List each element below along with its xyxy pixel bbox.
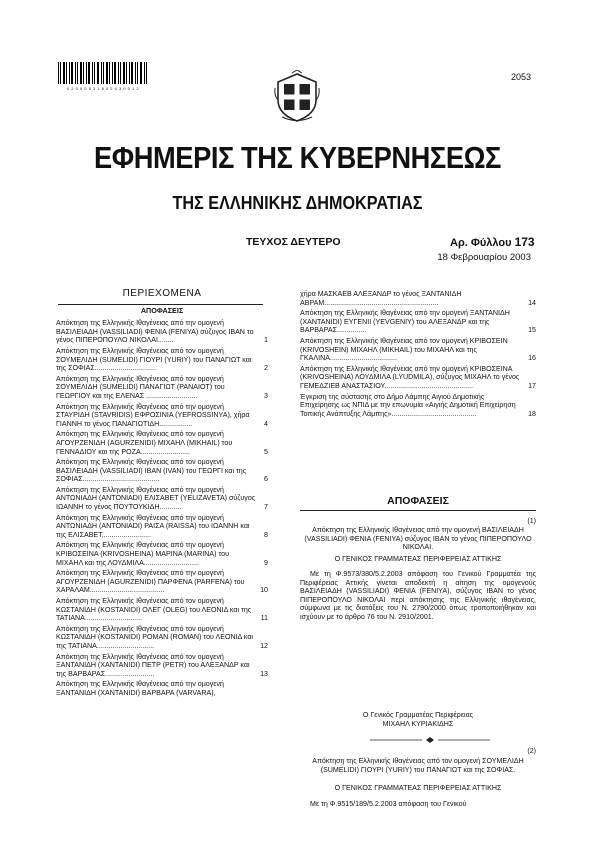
contents-entry-page: 10 bbox=[260, 586, 268, 595]
contents-entry bbox=[300, 290, 536, 307]
contents-entry bbox=[300, 337, 536, 363]
barcode-image bbox=[58, 62, 148, 84]
contents-entry bbox=[56, 458, 268, 484]
contents-entry-text: Απόκτηση της Ελληνικής Ιθαγένειας από την ομογενή ΑΓΟΥΡΖΕΝΙΔΗ (AGURZENIDI) ΠΑΡΦΕΝΑ (PARFENA) του ΧΑΡΑΛΑΜ...................................... bbox=[56, 569, 245, 595]
contents-entry-text: Απόκτηση της Ελληνικής Ιθαγένειας από τον ομογενή ΑΓΟΥΡΖΕΝΙΔΗ (AGURZENIDI) ΜΙΧΑΗΛ (MIKHAIL) του ΓΕΝΝΑΔΙΟΥ και της ΡΟΖΑ......................... bbox=[56, 430, 233, 456]
page-number: 2053 bbox=[510, 72, 531, 82]
decision-1-authority: Ο ΓΕΝΙΚΟΣ ΓΡΑΜΜΑΤΕΑΣ ΠΕΡΙΦΕΡΕΙΑΣ ΑΤΤΙΚΗΣ bbox=[334, 555, 502, 563]
contents-entry-text: Απόκτηση της Ελληνικής Ιθαγένειας από τον ομογενή ΒΑΣΙΛΕΙΑΔΗ (VASSILIADI) ΙΒΑΝ (IVAN) του ΓΕΩΡΓΙ και της ΣΟΦΙΑΣ....................................... bbox=[56, 458, 247, 484]
decisions-title: ΑΠΟΦΑΣΕΙΣ bbox=[387, 495, 449, 507]
contents-entry bbox=[56, 680, 268, 697]
contents-entry bbox=[56, 514, 268, 540]
decision-2-authority: Ο ΓΕΝΙΚΟΣ ΓΡΑΜΜΑΤΕΑΣ ΠΕΡΙΦΕΡΕΙΑΣ ΑΤΤΙΚΗΣ bbox=[334, 784, 502, 792]
decision-2-number: (2) bbox=[527, 747, 536, 755]
greek-coat-of-arms-icon bbox=[272, 70, 322, 124]
sheet-label: Αρ. Φύλλου bbox=[450, 237, 512, 249]
contents-column-right bbox=[300, 290, 536, 420]
sheet-number bbox=[450, 235, 535, 249]
contents-entry bbox=[300, 393, 536, 419]
contents-entry-page: 4 bbox=[264, 419, 268, 428]
contents-entry-text: Έγκριση της σύστασης στο Δήμο Λάμπης Αιγιού Δημοτικής Επιχείρησης ως ΝΠΙΔ με την επωνυμία «Αιγιής Δημοτική Επιχείρηση Τοπικής Ανάπτυξης Λάμπης»........................................... bbox=[300, 392, 516, 418]
separator-ornament bbox=[370, 737, 490, 743]
contents-entry-page: 7 bbox=[264, 503, 268, 512]
decision-1-body: Με τη Φ.9573/380/5.2.2003 απόφαση του Γενικού Γραμματέα της Περιφέρειας Αττικής γίνεται αποδεκτή η αίτηση της ομογενούς ΒΑΣΙΛΕΙΑΔΗ (VASSILIADI) ΦΕΝΙΑ (FENIYA), σύζυγος ΙΒΑΝ το γένος ΠΙΠΕΡΟΠΟΥΛΟ ΝΙΚΟΛΑΙ περί απόκτησης της Ελληνικής ιθαγένειας, σύμφωνα με τις διατάξεις του Ν. 2790/2000 όπως τροποποιήθηκαν και ισχύουν με το άρθρο 76 του Ν. 2910/2001. bbox=[300, 570, 536, 621]
decisions-divider bbox=[300, 510, 536, 511]
contents-entry-text: Απόκτηση της Ελληνικής Ιθαγένειας από την ομογενή ΞΑΝΤΑΝΙΔΗ (XANTANIDI) ΕΥΓΕΝΙΙ (YEVGENIY) του ΑΛΕΞΑΝΔΡ και της ΒΑΡΒΑΡΑΣ............... bbox=[300, 309, 510, 335]
decision-1-signer-name: ΜΙΧΑΗΛ ΚΥΡΙΑΚΙΔΗΣ bbox=[382, 720, 454, 728]
contents-subtitle: ΑΠΟΦΑΣΕΙΣ bbox=[140, 305, 184, 315]
contents-entry-page: 3 bbox=[264, 391, 268, 400]
contents-title: ΠΕΡΙΕΧΟΜΕΝΑ bbox=[122, 288, 202, 299]
contents-entry-page: 11 bbox=[260, 614, 268, 623]
barcode-number: 0 2 0 0 0 5 3 1 8 0 2 0 3 0 0 1 2 bbox=[66, 86, 140, 91]
contents-entry-page: 14 bbox=[528, 298, 536, 307]
decision-1-signer-role: Ο Γενικός Γραμματέας Περιφέρειας bbox=[362, 711, 474, 719]
decision-2-heading: Απόκτηση της Ελληνικής Ιθαγένειας από τον ομογενή ΣΟΥΜΕΛΙΔΗ (SUMELIDI) ΓΙΟΥΡΙ (YURIY) του ΠΑΝΑΓΙΩΤ και της ΣΟΦΙΑΣ. bbox=[312, 757, 524, 774]
contents-entry-text: Απόκτηση της Ελληνικής Ιθαγένειας από την ομογενή ΒΑΣΙΛΕΙΑΔΗ (VASSILIADI) ΦΕΝΙΑ (FENIYA) σύζυγος ΙΒΑΝ το γένος ΠΙΠΕΡΟΠΟΥΛΟ ΝΙΚΟΛΑΙ........ bbox=[56, 319, 254, 345]
contents-entry bbox=[56, 430, 268, 456]
contents-entry bbox=[56, 375, 268, 401]
contents-entry bbox=[300, 365, 536, 391]
contents-entry bbox=[56, 347, 268, 373]
contents-column-left bbox=[56, 290, 268, 700]
contents-entry-text: Απόκτηση της Ελληνικής Ιθαγένειας από τον ομογενή ΣΟΥΜΕΛΙΔΗ (SUMELIDI) ΠΑΝΑΓΙΩΤ (PANAIOT) του ΓΕΩΡΓΙΟΥ και της ΕΛΕΝΑΣ .......................... bbox=[56, 374, 225, 400]
contents-entry-text: Απόκτηση της Ελληνικής Ιθαγένειας από την ομογενή ΣΤΑΥΡΙΔΗ (STAVRIDIS) ΕΦΡΟΣΙΝΙΑ (YEFROSSINYA), χήρα ΓΙΑΝΝΗ το γένος ΠΑΝΑΓΙΩΤΙΔΗ................. bbox=[56, 402, 250, 428]
contents-entry bbox=[56, 319, 268, 345]
contents-entry-page: 18 bbox=[528, 409, 536, 418]
contents-entry-text: Απόκτηση της Ελληνικής Ιθαγένειας από την ομογενή ΞΑΝΤΑΝΙΔΗ (XANTANIDI) ΒΑΡΒΑΡΑ (VARVARA), bbox=[56, 680, 224, 697]
contents-entry bbox=[56, 486, 268, 512]
contents-entry-page: 2 bbox=[264, 364, 268, 373]
contents-divider bbox=[58, 304, 263, 305]
decision-2-body: Με τη Φ.9515/189/5.2.2003 απόφαση του Γενικού bbox=[310, 800, 467, 808]
issue-label: ΤΕΥΧΟΣ ΔΕΥΤΕΡΟ bbox=[246, 236, 341, 248]
contents-entry bbox=[56, 403, 268, 429]
contents-entry bbox=[56, 569, 268, 595]
contents-entry-page: 1 bbox=[264, 336, 268, 345]
contents-entry-page: 5 bbox=[264, 447, 268, 456]
contents-entry-page: 6 bbox=[264, 475, 268, 484]
contents-list-right bbox=[300, 290, 536, 418]
contents-entry-page: 12 bbox=[260, 641, 268, 650]
contents-entry bbox=[56, 597, 268, 623]
contents-entry-page: 13 bbox=[260, 669, 268, 678]
gazette-subtitle: ΤΗΣ ΕΛΛΗΝΙΚΗΣ ΔΗΜΟΚΡΑΤΙΑΣ bbox=[172, 193, 423, 213]
contents-entry-text: Απόκτηση της Ελληνικής Ιθαγένειας από τον ομογενή ΞΑΝΤΑΝΙΔΗ (XANTANIDI) ΠΕΤΡ (PETR) του ΑΛΕΞΑΝΔΡ και της ΒΑΡΒΑΡΑΣ......................... bbox=[56, 652, 250, 678]
contents-entry-page: 15 bbox=[528, 326, 536, 335]
contents-entry bbox=[56, 653, 268, 679]
sheet-number-value: 173 bbox=[514, 235, 535, 249]
contents-entry-text: Απόκτηση της Ελληνικής Ιθαγένειας από την ομογενή ΑΝΤΩΝΙΑΔΗ (ANTONIADI) ΕΛΙΣΑΒΕΤ (YELIZAVETA) σύζυγος ΙΩΑΝΝΗ το γένος ΠΟΥΤΟΥΚΙΔΗ........... bbox=[56, 485, 256, 512]
contents-entry-text: Απόκτηση της Ελληνικής Ιθαγένειας από τον ομογενή ΚΩΣΤΑΝΙΔΗ (KOSTANIDI) ΡΟΜΑΝ (ROMAN) του ΛΕΟΝΙΔ και της ΤΑΤΙΑΝΑ............................. bbox=[56, 624, 254, 650]
contents-entry-page: 16 bbox=[528, 354, 536, 363]
contents-entry-page: 8 bbox=[264, 530, 268, 539]
contents-entry bbox=[56, 541, 268, 567]
contents-entry-text: Απόκτηση της Ελληνικής Ιθαγένειας από την ομογενή ΑΝΤΩΝΙΑΔΗ (ANTONIADI) ΡΑΙΣΑ (RAISSA) του ΙΩΑΝΝΗ και της ΕΛΙΣΑΒΕΤ......................... bbox=[56, 513, 250, 539]
contents-entry-text: Απόκτηση της Ελληνικής Ιθαγένειας από τον ομογενή ΚΡΙΒΟΣΕΙΝ (KRIVOSHEIN) ΜΙΧΑΗΛ (MIKHAIL) του ΜΙΧΑΗΛ και της ΓΚΑΛΙΝΑ.................................. bbox=[300, 336, 508, 363]
contents-entry-page: 17 bbox=[528, 381, 536, 390]
contents-entry-text: Απόκτηση της Ελληνικής Ιθαγένειας από τον ομογενή ΚΩΣΤΑΝΙΔΗ (KOSTANIDI) ΟΛΕΓ (OLEG) του ΛΕΟΝΙΔ και της ΤΑΤΙΑΝΑ............................. bbox=[56, 597, 252, 623]
contents-entry-page: 9 bbox=[264, 558, 268, 567]
contents-entry-text: Απόκτηση της Ελληνικής Ιθαγένειας από τον ομογενή ΣΟΥΜΕΛΙΔΗ (SUMELIDI) ΓΙΟΥΡΙ (YURIY) του ΠΑΝΑΓΙΩΤ και της ΣΟΦΙΑΣ............................... bbox=[56, 346, 252, 373]
decision-1-number: (1) bbox=[527, 517, 536, 525]
decision-1-heading: Απόκτηση της Ελληνικής Ιθαγένειας από την ομογενή ΒΑΣΙΛΕΙΑΔΗ (VASSILIADI) ΦΕΝΙΑ (FENIYA) σύζυγος ΙΒΑΝ το γένος ΠΙΠΕΡΟΠΟΥΛΟ ΝΙΚΟΛΑΙ. bbox=[304, 526, 532, 552]
gazette-title: ΕΦΗΜΕΡΙΣ ΤΗΣ ΚΥΒΕΡΝΗΣΕΩΣ bbox=[94, 140, 501, 175]
contents-entry-text: χήρα ΜΑΣΚΑΕΒ ΑΛΕΞΑΝΔΡ το γένος ΞΑΝΤΑΝΙΔΗ ΑΒΡΑΜ.......................................................... bbox=[300, 290, 462, 307]
contents-entry-text: Απόκτηση της Ελληνικής Ιθαγένειας από την ομογενή ΚΡΙΒΟΣΕΙΝΑ (KRIVOSHEINA) ΛΟΥΔΜΙΛΑ (LYUDMILA), σύζυγος ΜΙΧΑΗΛ το γένος ΓΕΜΕΔΖΙΕΒ ΑΝΑΣΤΑΣΙΟΥ............................................. bbox=[300, 364, 520, 390]
contents-list-left bbox=[56, 319, 268, 697]
issue-date: 18 Φεβρουαρίου 2003 bbox=[437, 252, 531, 263]
contents-entry bbox=[56, 625, 268, 651]
contents-entry-text: Απόκτηση της Ελληνικής Ιθαγένειας από την ομογενή ΚΡΙΒΟΣΕΙΝΑ (KRIVOSHEINA) ΜΑΡΙΝΑ (MARINA) του ΜΙΧΑΗΛ και της ΛΟΥΔΜΙΛΑ............................ bbox=[56, 541, 229, 567]
contents-entry bbox=[300, 309, 536, 335]
